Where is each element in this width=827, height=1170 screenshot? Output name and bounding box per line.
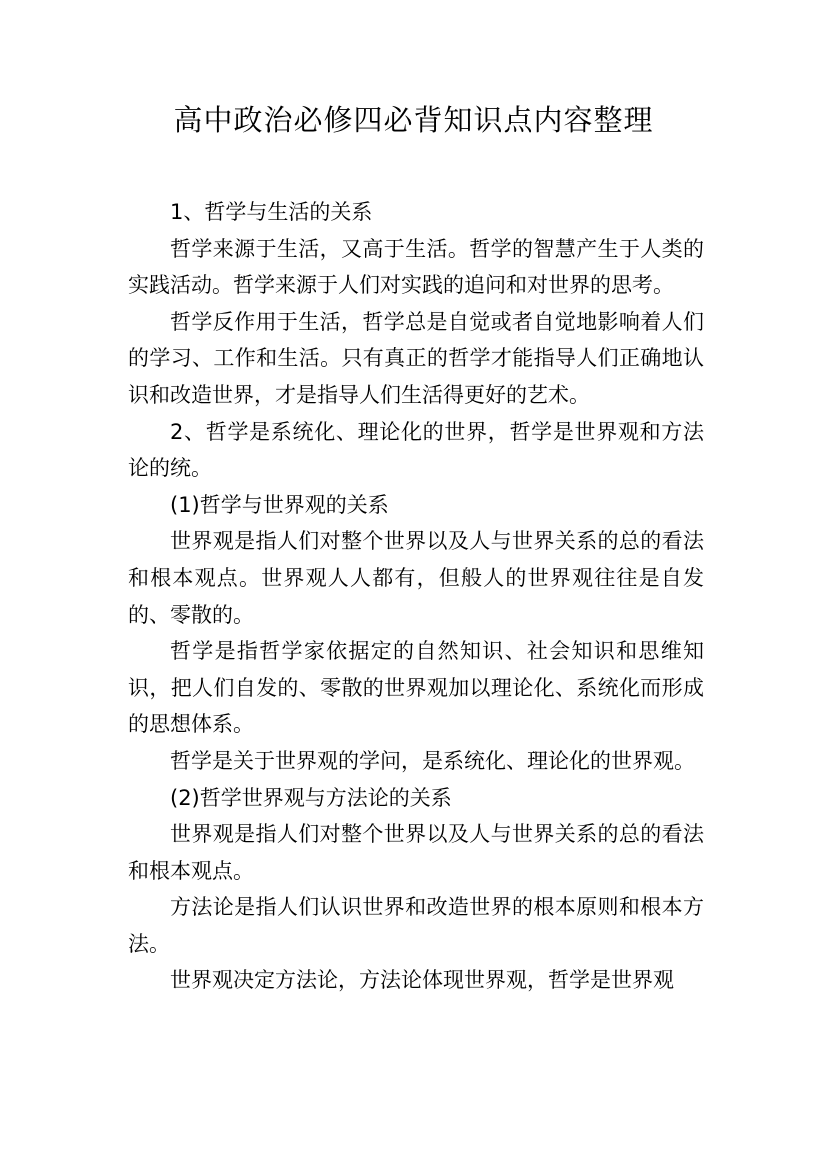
paragraph: 哲学是指哲学家依据定的自然知识、社会知识和思维知识，把人们自发的、零散的世界观加以理论化、系统化而形成的思想体系。 [128,639,704,737]
subheading-2: (2)哲学世界观与方法论的关系 [170,785,452,810]
paragraph: 哲学反作用于生活，哲学总是自觉或者自觉地影响着人们的学习、工作和生活。只有真正的哲学才能指导人们正确地认识和改造世界，才是指导人们生活得更好的艺术。 [128,309,704,407]
paragraph: 哲学来源于生活，又高于生活。哲学的智慧产生于人类的实践活动。哲学来源于人们对实践的追问和对世界的思考。 [128,236,704,298]
document-title: 高中政治必修四必背知识点内容整理 [173,103,654,137]
paragraph: 世界观是指人们对整个世界以及人与世界关系的总的看法和根本观点。 [128,822,704,883]
paragraph: 世界观是指人们对整个世界以及人与世界关系的总的看法和根本观点。世界观人人都有，但般人的世界观往往是自发的、零散的。 [128,529,704,627]
heading-1: 1、哲学与生活的关系 [170,200,373,224]
paragraph: 哲学是关于世界观的学问，是系统化、理论化的世界观。 [170,748,695,773]
heading-2: 2、哲学是系统化、理论化的世界，哲学是世界观和方法论的统。 [128,419,704,481]
document-body [128,194,704,999]
paragraph: 方法论是指人们认识世界和改造世界的根本原则和根本方法。 [128,895,704,956]
paragraph: 世界观决定方法论，方法论体现世界观，哲学是世界观 [170,968,674,993]
subheading-1: (1)哲学与世界观的关系 [170,492,389,517]
